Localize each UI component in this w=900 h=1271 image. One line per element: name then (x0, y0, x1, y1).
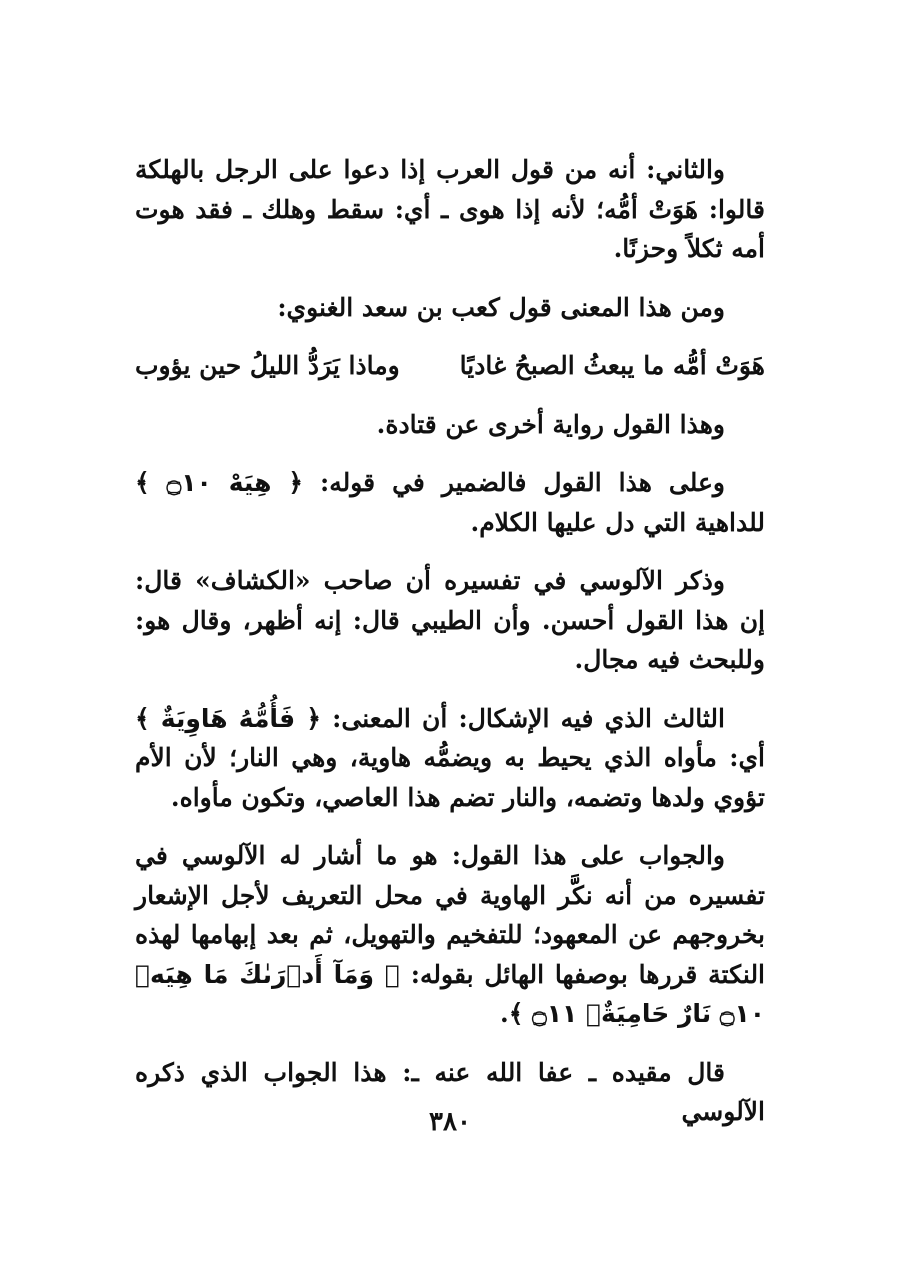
paragraph-author-comment: قال مقيده ـ عفا الله عنه ـ: هذا الجواب الذي ذكره الآلوسي (135, 1057, 765, 1126)
paragraph-lead: والثاني: (646, 155, 725, 184)
page-body (135, 150, 765, 1132)
paragraph-text: أي: مأواه الذي يحيط به ويضمُّه هاوية، وهي النار؛ لأن الأم تؤوي ولدها وتضمه، والنار تضم هذا العاصي، وتكون مأواه. (135, 743, 765, 812)
quran-quote: ﴿ وَمَآ أَدۡرَىٰكَ مَا هِيَهۡ ۝١٠ نَارٌ حَامِيَةٌۢ ۝١١ ﴾ (135, 959, 765, 1028)
quran-quote: ﴿ فَأُمُّهُ هَاوِيَةٌ ﴾ (135, 703, 321, 733)
paragraph-alusi: وذكر الآلوسي في تفسيره أن صاحب «الكشاف» قال: إن هذا القول أحسن. وأن الطيبي قال: إنه أظهر، وقال هو: وللبحث فيه مجال. (135, 566, 765, 674)
page-number: ٣٨٠ (429, 1107, 471, 1137)
paragraph-poet-intro: ومن هذا المعنى قول كعب بن سعد الغنوي: (277, 292, 725, 322)
paragraph-text: للداهية التي دل عليها الكلام. (470, 507, 765, 537)
verse-first-hemistich: هَوَتْ أمُّه ما يبعثُ الصبحُ غاديًا (459, 351, 765, 380)
paragraph-text: . (500, 999, 509, 1028)
paragraph-qatada: وهذا القول رواية أخرى عن قتادة. (376, 409, 725, 439)
paragraph-lead: الثالث (663, 703, 725, 733)
paragraph-answer (135, 836, 765, 1034)
paragraph-text: الذي فيه الإشكال: أن المعنى: (321, 703, 664, 733)
paragraph-text: والجواب على هذا القول: هو ما أشار له الآلوسي في تفسيره من أنه نكَّر الهاوية في محل التعريف لأجل الإشعار بخروجهم عن المعهود؛ للتفخيم والتهويل، ثم بعد إبهامها لهذه النكتة قررها بوصفها الهائل بقوله: (135, 841, 766, 989)
verse-second-hemistich: وماذا يَرَدُّ الليلُ حين يؤوب (135, 351, 400, 380)
paragraph-third-opinion (135, 699, 765, 818)
poetry-verse (135, 346, 765, 386)
paragraph-text: أنه من قول العرب إذا دعوا على الرجل بالهلكة قالوا: هَوَتْ أمُّه؛ لأنه إذا هوى ـ أي: سقط وهلك ـ فقد هوت أمه ثكلاً وحزنًا. (135, 155, 765, 263)
paragraph-pronoun (135, 463, 765, 542)
quran-quote: ﴿ هِيَهْ ۝١٠ ﴾ (135, 468, 304, 497)
paragraph-text: وعلى هذا القول فالضمير في قوله: (303, 468, 725, 497)
paragraph-second-opinion (135, 150, 765, 269)
